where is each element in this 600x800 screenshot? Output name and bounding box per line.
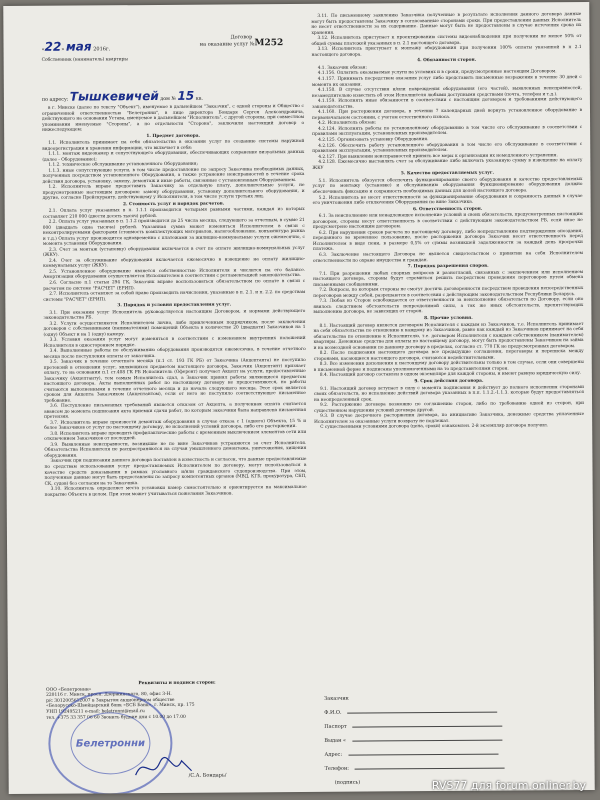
left-sections [42, 133, 307, 498]
company-name: ООО «Белетронни» [46, 687, 92, 693]
date-day: 22 [44, 39, 62, 54]
clause-paragraph: 8.3. Все изменения дополнения к настоящему договору действительны только в том случае, если они совершены в письменной форме и подписаны уполномоченными на то представителями сторон. [313, 360, 584, 373]
client-issued-field[interactable] [352, 734, 502, 742]
section-heading: 6. Ответственность сторон. [413, 206, 483, 212]
clause-paragraph: 1.1.1. монтаж видеокамер и сопутствующего оборудования, обеспечивающих сохранение визуальных данных (далее - Оборудование); [42, 150, 305, 163]
client-address-field[interactable] [348, 748, 498, 756]
clause-paragraph: 3.5. Заказчик в течение отчетного месяца (п.1 ст. 193 ГК РБ) от Заказчика (Акцептанта) не поступило претензий в отношении услуг, являющихся предметом настоящего договора, Заказчик (Акцептант) признает оплату, то на основании п.1 ст.408 ГК РБ Исполнитель (Оферент) получает Акцепт на услуги, предоставленные Заказчику (Акцептанту), тем самым Исполнитель сдал, а Заказчик принял работы являющиеся предметом настоящего договора. Акты выполненных работ по настоящему договору не предоставляются, но работы считаются выполненными в течение отчетного месяца и до начала следующего месяца. Этот срок является сроком для Акцепта Заказчиком (Акцептантом), если от него не поступило соответствующее письменное требование. [43, 358, 306, 404]
right-sections [311, 12, 584, 431]
client-phone-field[interactable] [355, 762, 505, 770]
clause-paragraph: 7.3. Любая из Сторон освобождается от ответственности за неисполнение обязательств по Договору, если оно явилось следствием обстоятельств непреодолимой силы, а так же иных обстоятельств, препятствующих выполнению договора, не зависящих от сторон. [313, 297, 584, 316]
clause-paragraph: 2.3. Счет за монтаж (установку) оборудования включается в счет по оплате жилищно-коммунальных услуг (ЖКУ). [42, 245, 305, 259]
owner-label: Собственник (наниматель) квартиры [41, 57, 128, 63]
clause-paragraph: 8.4. Настоящий договор составлен в одном экземпляре для каждой стороны, и имеют равную юридическую силу. [319, 371, 582, 379]
section-heading: 3. Порядок и условия предоставления услуг. [117, 302, 232, 309]
clause-paragraph: 4.1. Заказчик обязан: [317, 65, 367, 71]
clause-paragraph: 4.1.156. Оплатить оказываемые услуги на условиях и в сроки, предусмотренные настоящим Договором. [317, 69, 557, 77]
clause-paragraph: 3.7. Исполнитель вправе произвести демонтаж оборудования в случае отказа с 1 (одного) Объекта, 15 % и более Заказчиков от услуг по настоящему договору, не исполнений условий договора, либо его расторжении. [44, 418, 307, 432]
section-heading: 1. Предмет договора. [146, 133, 200, 139]
clause-paragraph: 6.3. Заключение настоящего Договора не является свидетельством о принятии на себя Исполнителем ответственности по охране имущества и граждан. [313, 250, 584, 264]
client-label: Заказчик [324, 695, 349, 702]
clause-paragraph: 5.2. Исполнитель не несет ответственности за функционирование оборудования и сохранность данных в случае его уничтожения либо отключения Оборудования по вине Заказчика. [312, 193, 583, 206]
clause-paragraph: С существенными условиями договора (цена, сроки) ознакомлен. 2-й экземпляр договора получил. [320, 423, 549, 431]
stamp-center: Белетронни [70, 712, 150, 775]
clause-paragraph: 2.1. Оплата услуг указанных в п. 1.1.1 производится четырьмя равными частями, каждая из которых составляет 210 000 (двести десять тысяч) рублей. [42, 207, 305, 220]
clause-paragraph: 8.1. Настоящий договор является договором Исполнителя с каждым из Заказчиков, т.е. Исполнитель принимает на себя обязательства по отношению к каждому из Заказчиков, равно как каждый из Заказчиков принимает на себя обязательства по отношению к Исполнителю, т.е. договором Исполнителя с каждым собственником (нанимателем) квартиры. Денежные средства для оплаты по настоящему договору, могут быть предоставлены Заказчиком на займа и на возмездной основании по данному договору в пределах, согласно ст. 770 ГК не предусмотренных договором. [313, 321, 584, 351]
contract-date: «22» мая 2016г. [41, 39, 111, 54]
section-heading: 9. Срок действия договора. [414, 378, 484, 385]
clause-paragraph: 4.1.159. Исполнять иные обязанности в соответствии с настоящим договором и требованиями действующего законодательства. [311, 97, 582, 110]
clause-paragraph: 3.4. Выполненные работы по обслуживанию оборудования производятся ежемесячно, в течение отчетного месяца после поступления оплаты от заказчика. [43, 347, 306, 360]
client-fio-field[interactable] [348, 706, 498, 714]
contract-sheet [3, 2, 594, 794]
contract-body-right [311, 12, 584, 431]
contract-number: М252 [254, 38, 284, 49]
clause-paragraph: 2.7. Исполнитель оставляет за собой право производить начисления, указанные в п. 2.1. и п. 2.2. по средствам системы "РАСЧЕТ" (ЕРИП). [43, 289, 306, 303]
client-sign-label: (подпись) [334, 779, 361, 786]
house-value: 15 [177, 88, 195, 103]
clause-paragraph: 9.3. В случае досрочного расторжения договора, по инициативе Заказчика, денежные средства уплаченные Исполнителем за оказанные услуги возврату не подлежат. [314, 412, 585, 425]
client-passport-field[interactable] [353, 720, 503, 728]
clause-paragraph: 5.1. Исполнитель обязуется обеспечить функционирование своего оборудования и качество предоставляемых услуг по монтажу (установке) и обслуживанию оборудования Функционирование оборудования должно обеспечивать фиксацию и сохранность необходимых данных для целей настоящего договора. [312, 176, 583, 195]
clause-paragraph: 2.5. Установленное оборудование является собственностью Исполнителя и числится на его балансе. Амортизация оборудования осуществляется Исполнителем в соответствии с регламентацией законодательства. [43, 267, 306, 281]
clause-paragraph: 3.2. Услуги осуществляются Исполнителем лично, либо привлеченным подрядчиком, после заключения договоров с собственниками (нанимателями) помещений Объекта в количестве 20 (двадцати) Заказчиков на 1 (одну) Объект и на 1 (одну) камеру. [43, 319, 306, 338]
clause-paragraph: 3.1. При оказании услуг Исполнитель руководствуется настоящим Договором, и нормами действующего законодательства РБ. [43, 308, 306, 321]
clause-paragraph: 1.1.2. техническое обслуживание установленного Оборудования; [48, 161, 198, 168]
date-year: 2016г. [93, 46, 111, 53]
clause-paragraph: 4.1.160. При расторжении договора, в течении 7 календарных дней вернуть установленное оборудование в первоначальном состоянии, с учетом естественного износа. [312, 108, 583, 121]
document-title: Договор на оказание услуг №М252 [199, 34, 284, 49]
date-month: мая [65, 39, 92, 54]
company-account: р/с 3012005612007 в Закрытом акционерном обществе [46, 697, 175, 704]
clause-paragraph: 4.2.127. При выявлении неисправностей принять все меры к организации их немедленного устранения. [318, 152, 558, 160]
contract-body-left [42, 104, 307, 498]
clause-paragraph: 4.2.125. Организовать установку Оборудования. [318, 137, 429, 143]
section-heading: 8. Прочие условия. [424, 315, 473, 322]
clause-paragraph: 1.2. Исполнитель вправе предоставить Заказчику за отдельную плату, дополнительные услуги, не предусмотренные настоящим договором: замену оборудования, установку дополнительного оборудования, и другие, согласно Прейскуранту, действующему у Исполнителя, в том числе услуги третьих лиц. [42, 183, 305, 202]
clause-paragraph: 3.9. Выявленные неисправности, возникшие не по вине Заказчиков устраняются за счет Исполнителя. Обязательства Исполнителя не распространяются на случаи умышленного демонтажа, уничтожения, хищения оборудования. [44, 440, 307, 459]
requisites-title: Реквизиты и подписи сторон: [138, 680, 216, 687]
clause-paragraph: 3.8. Исполнитель вправе проводить профилактические работы с временным выключением элементов сети или отключением Заказчиков от последней. [44, 429, 307, 443]
company-address: 220116 г. Минск, просп. Дзержинского, 80, офис 3-Н. [46, 692, 172, 698]
clause-paragraph: 6.2. При нарушении сроков расчета по настоящему договору, либо непредставлению подтверждения опоздания, переданного во временное пользование, после расторжения договора Заказчик несет ответственность перед Исполнителем в виде пени, в размере 0,5% от суммы возникшей задолженности за каждый день просрочки платежа. [312, 228, 583, 253]
parties-text: в г. Минске (далее по тексту "Объект"), именуемое в дальнейшем "Заказчик", с одной стороны и Общество с ограниченной ответственностью "Белетронни", в лице директора Бондаря Сергея Александровича, действующего на основании Устава, именуемое в дальнейшем "Исполнитель", с другой стороны, при совместном упоминании именуемые "Стороны", а по отдельности "Сторона", заключили настоящий договор о нижеследующем: [41, 103, 305, 133]
clause-paragraph: 9.2. Расторжение договора возможно по соглашению сторон, либо по требованию одной из сторон, при существенном нарушении условий договора другой. [314, 401, 585, 414]
clause-paragraph: 3.12. Исполнитель приступает к проектированию системы видеонаблюдения при получении не менее 50% от общей суммы платежей указанных в п. 2.1 настоящего договора. [311, 34, 582, 47]
company-unp: УНП 192495211 e-mail: beletronni@mail.ru [46, 709, 145, 715]
clause-paragraph: 6.1. За неисполнение или ненадлежащее исполнение условий и своих обязательств, предусмотренных настоящим договором, стороны несут ответственность в соответствии с действующим законодательством РБ, если иное не предусмотрено настоящим договором. [312, 212, 583, 231]
clause-paragraph: 3.13. Исполнитель приступает к монтажу оборудования при получении 100% оплаты указанной в п 2.1 настоящего договора. [311, 45, 582, 58]
signer-name: /С.А. Бондарь/ [188, 772, 227, 779]
company-bank: «Белорусско-Швейцарский банк «БСБ Банк», г. Минск, пр. 175 [46, 703, 195, 710]
clause-paragraph: 4.2. Исполнитель обязан: [318, 120, 377, 127]
clause-paragraph: 4.1.157. Принимать посредством оказания услуг либо представить письменные возражения в течение 30 дней с момента их оказания. [311, 75, 582, 88]
clause-paragraph: 1.1. Исполнитель принимает на себя обязательства в оказании услуг по созданию системы наружной видеорегистрации и хранения информации, что включает в себя: [42, 139, 305, 152]
section-heading: 2. Стоимость услуг и порядок расчетов. [123, 201, 225, 207]
section-heading: 5. Качество предоставляемых услуг. [400, 170, 495, 177]
signature-scribble [133, 753, 193, 783]
company-phone: тел. +375 33 357 06 60 Звонить будние дни с 10.00 до 17.00 [46, 714, 186, 721]
section-heading: 4. Обязанности сторон. [417, 58, 477, 64]
clause-paragraph: 4.2.126. Обеспечить работу установленного оборудования в том числе его обслуживание в соответствии с правилами эксплуатации, установленных производителем. [312, 141, 583, 155]
parties-block [42, 56, 304, 63]
clause-paragraph: 3.11. По письменному заявлению Заказчика полученные в результате исполнения данного договора данные могут быть предоставлены Заказчику в согласованные сторонами сроки. При предоставлении данных Исполнитель не несет ответственности за их содержание. Данные могут быть не предоставлены в случае истечения срока их хранения. [311, 12, 582, 36]
clause-paragraph: 7.1. При разрешении любых спорных вопросов и разногласий, связанных с заключением или исполнением настоящего договора, стороны будут стремиться решить посредством проведения переговоров путем обмена письменными сообщениями. [313, 269, 584, 288]
clause-paragraph: 1.1.3. иные сопутствующие услуги, в том числе предоставление по запросу Заказчика необходимых данных, полученных посредством установленного Оборудования, а также устранение неисправностей в течение срока действия договора, установку, замену, демонтаж и иные работы, связанные с установленным Оборудованием. [42, 166, 305, 185]
section-heading: 7. Порядок разрешения споров. [407, 263, 489, 270]
clause-paragraph: 4.2.128. Ежемесячно выставлять счет за обслуживание либо включать указанную сумму в извещение на оплату ЖКУ [312, 158, 583, 171]
forum-watermark: RVS77 для forum.onliner.by [431, 779, 586, 792]
clause-paragraph: 9.1. Настоящий договор вступает в силу с момента подписания и действует до полного исполнения сторонами своих обязательств, но исполнение действий договора указанных в п.п. 1.1.2.-1.1.3. которые будут предоставляться на неопределенный срок. [313, 384, 584, 403]
clause-paragraph: 2.6. Согласно п.1 статьи 294 ГК, Заказчик вправе воспользоваться обязательством по оплате в связи с расчетом по системе "РАСЧЕТ" (ЕРИП). [43, 278, 306, 292]
clause-paragraph: 8.2. После подписания настоящего договора все предыдущие соглашения, переговоры и переписка между сторонами, касающиеся настоящего договора, считаются недействительными. [313, 349, 584, 362]
address-line: по адресу: Тышкевичей дом № 15 кв. [41, 88, 203, 104]
clause-paragraph: 4.2.124. Исполнять работы по установленному оборудованию в том числе его обслуживание в соответствии с правилами эксплуатации, установленных производителем. [312, 124, 583, 138]
clause-paragraph: 2.2. Оплата услуг указанных в п. 1.1.2 производится до 25 числа месяца, следующего за отчетным, в сумме 21 000 (двадцать одна тысяча) рублей. Указанная сумма может изменяться Исполнителем в связи с неконтролируемыми факторами (стоимость комплектующих материалов, налогообложение, конъюнктура рынка и т.д.) Оплата услуг производится одновременно с платежами за жилищно-коммунальные услуги ежемесячно, с момента установки Оборудования. [42, 218, 305, 248]
street-value: Тышкевичей [69, 88, 159, 104]
client-block: Заказчик Ф.И.О. Паспорт Выдан « Адрес: Телефон: (подпись) [324, 690, 585, 790]
clause-paragraph: 3.10. Исполнитель определяет места установки камер самостоятельно и ориентируется на максимальное покрытие Объекта в целом. При этом может учитываться пожелания Заказчиков. [44, 485, 307, 498]
clause-paragraph: 3.3. Условия оказания услуг могут изменяться в соответствии с изменением внутренних положений Исполнителя в одностороннем порядке. [43, 336, 306, 349]
clause-paragraph: Заказчик при подписании данного договора поставлен в известность и согласен, что данные предоставляемые по средствам использования услуг предоставляемых Исполнителем по договору, могут использоваться в качестве средств доказывания в рамках уголовного и/или гражданского судопроизводства. При этом, полученные данные могут быть предоставлены по запросу компетентных органов (МВД, КГБ, прокуратура, СБП, СК, судов) без согласия на то Заказчика. [44, 457, 307, 487]
clause-paragraph: 4.1.158. В случае отсутствия и/или повреждения оборудования (его частей), выявленных неисправностей, незамедлительно известить об этом Исполнителя любыми доступными средствами (почта, телефон и т.д.). [311, 86, 582, 99]
clause-paragraph: 7.2. Вопросы, по которым стороны не смогут достичь договоренности посредством проведения непосредственных переговоров между собой, разрешаются в соответствии с действующим законодательством Республики Беларусь. [313, 286, 584, 299]
clause-paragraph: 3.6. Поступление письменных требований является отказом от Акцепта, а полученная оплата считается авансом до момента подписания акта приемки сдачи работ, по которым заказчики была направлена письменная претензия. [44, 402, 307, 421]
clause-paragraph: 2.4. Счет за обслуживание оборудования включается ежемесячно в извещение на оплату жилищно-коммунальных услуг (ЖКУ). [43, 256, 306, 270]
